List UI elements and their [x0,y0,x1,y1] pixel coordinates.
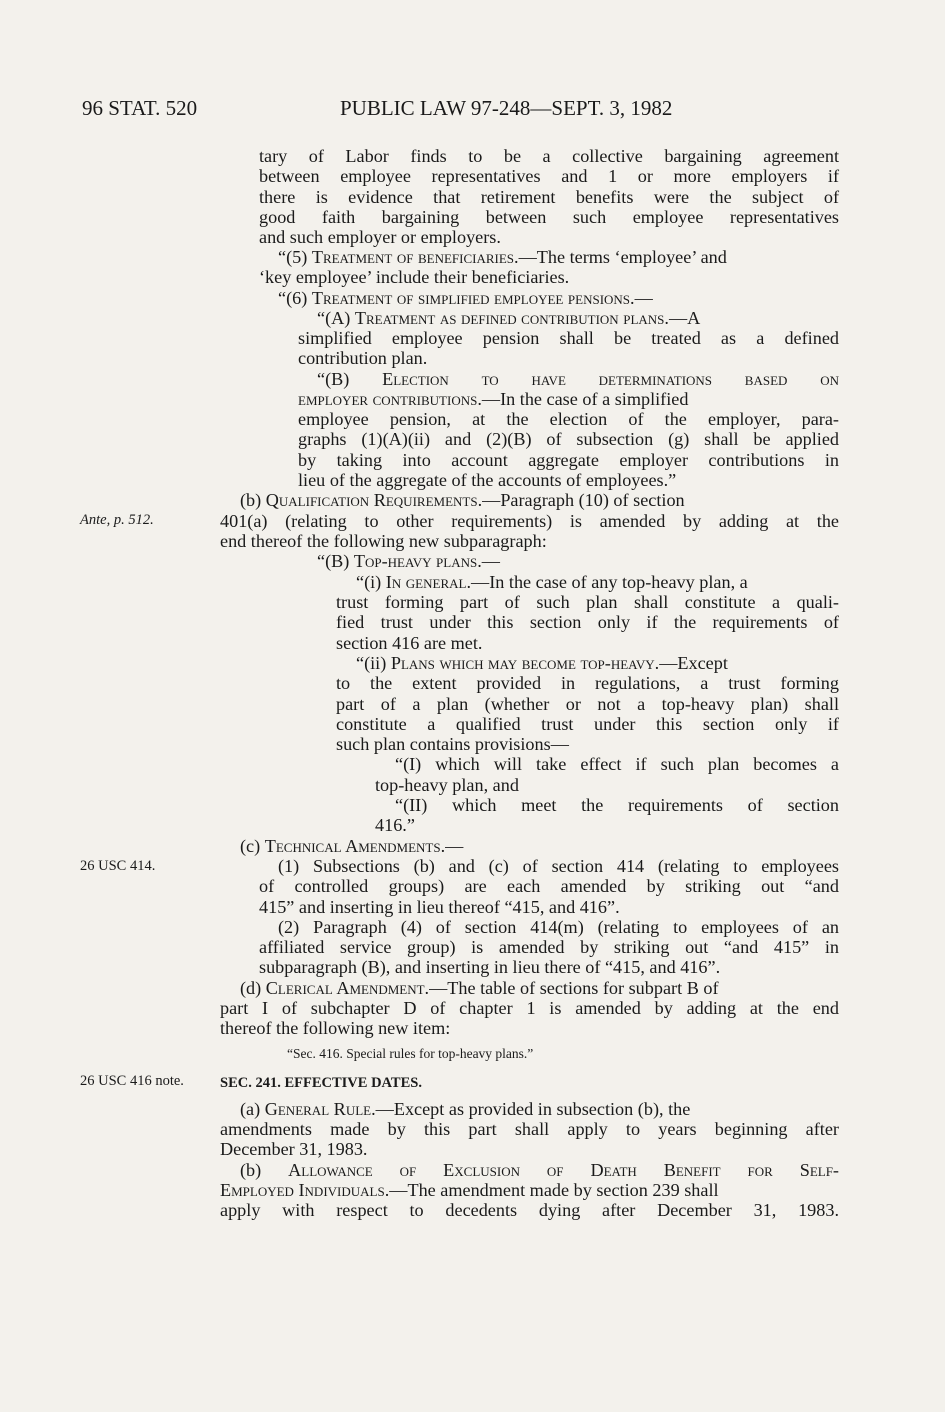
paragraph-heading: Treatment as defined contribution plans. [354,308,669,328]
body-line: top-heavy plan, and [375,775,519,795]
paragraph-heading: Clerical Amendment. [265,978,430,998]
subclause-i: “(I) which will take effect if such plan becomes a [395,754,839,774]
subsection-b: (b) Qualification Requirements.—Paragraph (10) of section [240,490,685,510]
body-line: employer contributions.—In the case of a simplified [298,389,689,409]
paragraph-heading: Allowance of Exclusion of Death Benefit for Self- [288,1160,839,1180]
body-line: affiliated service group) is amended by striking out “and 415” in [259,937,839,957]
body-line: section 416 are met. [336,633,483,653]
body-line: fied trust under this section only if the requirements of [336,612,839,632]
body-line: contribution plan. [298,348,428,368]
body-line: trust forming part of such plan shall constitute a quali- [336,592,839,612]
body-line: amendments made by this part shall apply to years beginning after [220,1119,839,1139]
body-line: ‘key employee’ include their beneficiaries. [259,267,570,287]
paragraph-heading: Treatment of simplified employee pensions. [311,288,635,308]
paragraph-heading: employer contributions. [298,389,482,409]
body-line: between employee representatives and 1 or more employers if [259,166,839,186]
body-line: 415” and inserting in lieu thereof “415, and 416”. [259,897,620,917]
body-line: tary of Labor finds to be a collective bargaining agreement [259,146,839,166]
paragraph-heading: Employed Individuals. [220,1180,390,1200]
paragraph-heading: Plans which may become top-heavy. [390,653,660,673]
body-line: 416.” [375,815,415,835]
body-line: Employed Individuals.—The amendment made by section 239 shall [220,1180,719,1200]
body-line: by taking into account aggregate employer contributions in [298,450,839,470]
margin-note-ante: Ante, p. 512. [80,512,154,528]
paragraph-6: “(6) Treatment of simplified employee pensions.— [278,288,653,308]
paragraph-heading: General Rule. [264,1099,376,1119]
body-line: December 31, 1983. [220,1139,368,1159]
section-heading: SEC. 241. EFFECTIVE DATES. [220,1075,422,1091]
body-line: such plan contains provisions— [336,734,569,754]
body-line: simplified employee pension shall be treated as a defined [298,328,839,348]
subparagraph-b: “(B) Election to have determinations based on [317,369,839,389]
subsection-c: (c) Technical Amendments.— [240,836,464,856]
clause-i: “(i) In general.—In the case of any top-heavy plan, a [356,572,748,592]
paragraph-heading: Treatment of beneficiaries. [311,247,519,267]
clause-ii: “(ii) Plans which may become top-heavy.—Except [356,653,728,673]
body-line: part I of subchapter D of chapter 1 is amended by adding at the end [220,998,839,1018]
paragraph-heading: In general. [385,572,471,592]
body-line: (2) Paragraph (4) of section 414(m) (relating to employees of an [278,917,839,937]
body-line: employee pension, at the election of the employer, para- [298,409,839,429]
body-line: part of a plan (whether or not a top-heavy plan) shall [336,694,839,714]
margin-note-usc416: 26 USC 416 note. [80,1073,184,1089]
body-line: good faith bargaining between such employee representatives [259,207,839,227]
subparagraph-a: “(A) Treatment as defined contribution plans.—A [317,308,701,328]
paragraph-heading: Top-heavy plans. [353,551,482,571]
body-line: lieu of the aggregate of the accounts of employees.” [298,470,677,490]
subsection-b-allowance: (b) Allowance of Exclusion of Death Benefit for Self- [240,1160,839,1180]
subclause-ii: “(II) which meet the requirements of section [395,795,839,815]
body-line: apply with respect to decedents dying after December 31, 1983. [220,1200,839,1220]
body-line: and such employer or employers. [259,227,501,247]
paragraph-heading: Technical Amendments. [264,836,446,856]
body-line: to the extent provided in regulations, a trust forming [336,673,839,693]
subsection-a: (a) General Rule.—Except as provided in subsection (b), the [240,1099,691,1119]
body-line: subparagraph (B), and inserting in lieu there of “415, and 416”. [259,957,721,977]
table-of-sections-item: “Sec. 416. Special rules for top-heavy plans.” [287,1046,534,1061]
body-line: of controlled groups) are each amended by striking out “and [259,876,839,896]
body-line: constitute a qualified trust under this section only if [336,714,839,734]
paragraph-heading: Election to have determinations based on [382,369,839,389]
body-line: graphs (1)(A)(ii) and (2)(B) of subsection (g) shall be applied [298,429,839,449]
body-line: end thereof the following new subparagraph: [220,531,547,551]
body-line: (1) Subsections (b) and (c) of section 414 (relating to employees [278,856,839,876]
margin-note-usc414: 26 USC 414. [80,858,156,874]
body-line: 401(a) (relating to other requirements) is amended by adding at the [220,511,839,531]
running-header-title: PUBLIC LAW 97-248—SEPT. 3, 1982 [340,96,673,120]
body-line: there is evidence that retirement benefits were the subject of [259,187,839,207]
paragraph-heading: Qualification Requirements. [265,490,483,510]
subsection-d: (d) Clerical Amendment.—The table of sections for subpart B of [240,978,719,998]
subparagraph-top-heavy: “(B) Top-heavy plans.— [317,551,500,571]
body-line: thereof the following new item: [220,1018,451,1038]
paragraph-5: “(5) Treatment of beneficiaries.—The terms ‘employee’ and [278,247,727,267]
statute-page-number: 96 STAT. 520 [82,96,198,120]
